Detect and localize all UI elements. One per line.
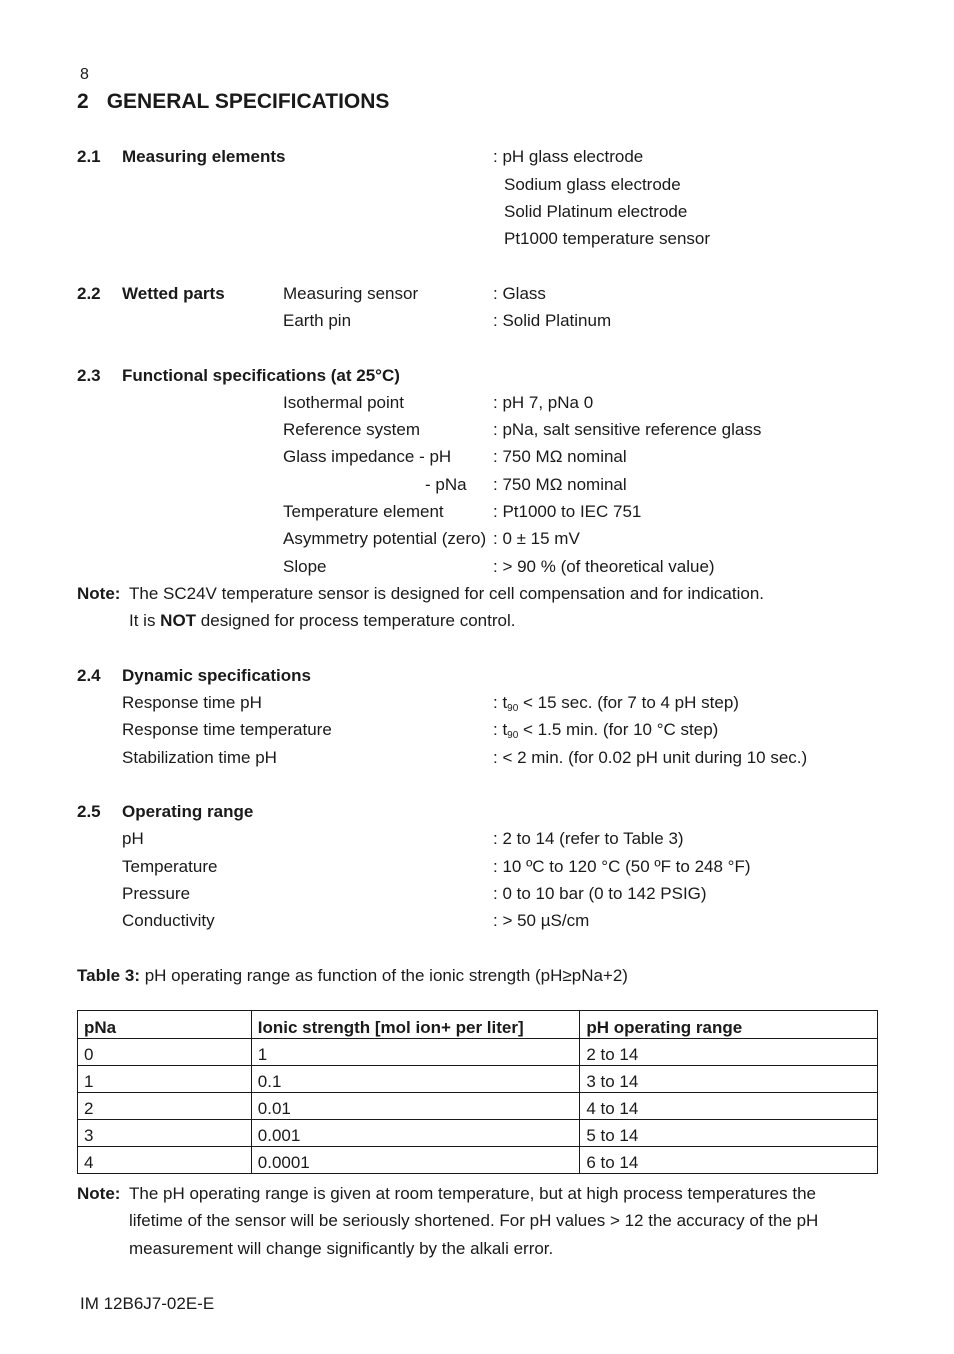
spec-value: : pH 7, pNa 0	[493, 393, 594, 412]
measuring-element-value: Solid Platinum electrode	[504, 202, 688, 221]
document-id-footer: IM 12B6J7-02E-E	[80, 1294, 215, 1313]
table-header-cell: pNa	[78, 1011, 252, 1039]
table-caption-text: pH operating range as function of the ionic strength (pH≥pNa+2)	[139, 966, 628, 985]
table-cell: 2	[78, 1093, 252, 1120]
section-title-2-3: Functional specifications (at 25°C)	[122, 366, 400, 385]
measuring-element-value: Sodium glass electrode	[504, 175, 681, 194]
spec-value: : 0 ± 15 mV	[493, 529, 580, 548]
section-number-2-3: 2.3	[77, 366, 101, 385]
table-row	[78, 1066, 878, 1093]
spec-label: pH	[122, 829, 144, 848]
table-cell: 4	[78, 1147, 252, 1174]
spec-label: Pressure	[122, 884, 191, 903]
section-title-2-5: Operating range	[122, 802, 254, 821]
spec-label: Response time temperature	[122, 720, 332, 739]
spec-value: : Glass	[493, 284, 546, 303]
table-cell: 5 to 14	[580, 1120, 878, 1147]
table-cell: 4 to 14	[580, 1093, 878, 1120]
table-cell: 3	[78, 1120, 252, 1147]
spec-value	[493, 720, 718, 740]
spec-value: : 750 MΩ nominal	[493, 447, 627, 466]
table-cell: 2 to 14	[580, 1039, 878, 1066]
spec-label: Stabilization time pH	[122, 748, 277, 767]
spec-label: Measuring sensor	[283, 284, 419, 303]
spec-value: : 0 to 10 bar (0 to 142 PSIG)	[493, 884, 707, 903]
spec-value-subscript: 90	[507, 703, 519, 714]
spec-label: Reference system	[283, 420, 420, 439]
table-cell: 0.0001	[251, 1147, 580, 1174]
spec-value-part: < 15 sec. (for 7 to 4 pH step)	[518, 693, 739, 712]
table-cell: 3 to 14	[580, 1066, 878, 1093]
table-cell: 6 to 14	[580, 1147, 878, 1174]
spec-label: Slope	[283, 557, 327, 576]
table-row	[78, 1120, 878, 1147]
spec-value-part: : t	[493, 720, 508, 739]
table-caption	[77, 966, 628, 986]
measuring-element-value: Pt1000 temperature sensor	[504, 229, 711, 248]
spec-value-subscript: 90	[507, 730, 519, 741]
note-label: Note:	[77, 584, 121, 603]
spec-value-part: < 1.5 min. (for 10 °C step)	[518, 720, 719, 739]
spec-value: : > 90 % (of theoretical value)	[493, 557, 715, 576]
chapter-title: GENERAL SPECIFICATIONS	[106, 90, 390, 113]
section-title-2-2: Wetted parts	[122, 284, 225, 303]
section-number-2-4: 2.4	[77, 666, 101, 685]
spec-label: Earth pin	[283, 311, 352, 330]
chapter-number: 2	[77, 90, 89, 113]
table-cell: 0	[78, 1039, 252, 1066]
table-cell: 1	[251, 1039, 580, 1066]
spec-label: Isothermal point	[283, 393, 404, 412]
table-cell: 0.01	[251, 1093, 580, 1120]
note-text: measurement will change significantly by the alkali error.	[129, 1239, 554, 1258]
table-caption-label: Table 3:	[77, 966, 140, 985]
note-emphasis: NOT	[160, 611, 197, 630]
page-number: 8	[80, 66, 89, 83]
spec-value: : pNa, salt sensitive reference glass	[493, 420, 762, 439]
measuring-element-value: : pH glass electrode	[493, 147, 644, 166]
note-text-part: designed for process temperature control.	[196, 611, 516, 630]
spec-value: : > 50 µS/cm	[493, 911, 590, 930]
table-header-cell: Ionic strength [mol ion+ per liter]	[251, 1011, 580, 1039]
section-title-2-4: Dynamic specifications	[122, 666, 311, 685]
spec-value: : Solid Platinum	[493, 311, 612, 330]
section-number-2-5: 2.5	[77, 802, 101, 821]
note-text	[129, 611, 515, 631]
table-row	[78, 1093, 878, 1120]
spec-value: : 10 ºC to 120 °C (50 ºF to 248 °F)	[493, 857, 751, 876]
table-cell: 0.001	[251, 1120, 580, 1147]
ph-range-table	[77, 1010, 878, 1174]
table-header-cell: pH operating range	[580, 1011, 878, 1039]
spec-label: Response time pH	[122, 693, 262, 712]
table-row	[78, 1039, 878, 1066]
spec-value-part: : t	[493, 693, 508, 712]
table-header-row	[78, 1011, 878, 1039]
note-text: lifetime of the sensor will be seriously shortened. For pH values > 12 the accuracy of the pH	[129, 1211, 819, 1230]
spec-value: : < 2 min. (for 0.02 pH unit during 10 sec.)	[493, 748, 808, 767]
table-cell: 0.1	[251, 1066, 580, 1093]
spec-label: Temperature element	[283, 502, 444, 521]
note-label: Note:	[77, 1184, 121, 1203]
spec-label: Glass impedance - pH	[283, 447, 452, 466]
spec-label: Conductivity	[122, 911, 215, 930]
spec-value: : 2 to 14 (refer to Table 3)	[493, 829, 684, 848]
spec-label: Temperature	[122, 857, 218, 876]
chapter-heading	[77, 90, 389, 114]
spec-value: : 750 MΩ nominal	[493, 475, 627, 494]
table-row	[78, 1147, 878, 1174]
spec-label: - pNa	[425, 475, 467, 494]
spec-label: Asymmetry potential (zero)	[283, 529, 487, 548]
section-number-2-2: 2.2	[77, 284, 101, 303]
spec-value	[493, 693, 739, 713]
section-title-2-1: Measuring elements	[122, 147, 286, 166]
table-cell: 1	[78, 1066, 252, 1093]
spec-value: : Pt1000 to IEC 751	[493, 502, 642, 521]
section-number-2-1: 2.1	[77, 147, 101, 166]
note-text: The pH operating range is given at room temperature, but at high process temperatures the	[129, 1184, 816, 1203]
note-text: The SC24V temperature sensor is designed for cell compensation and for indication.	[129, 584, 765, 603]
note-text-part: It is	[129, 611, 161, 630]
